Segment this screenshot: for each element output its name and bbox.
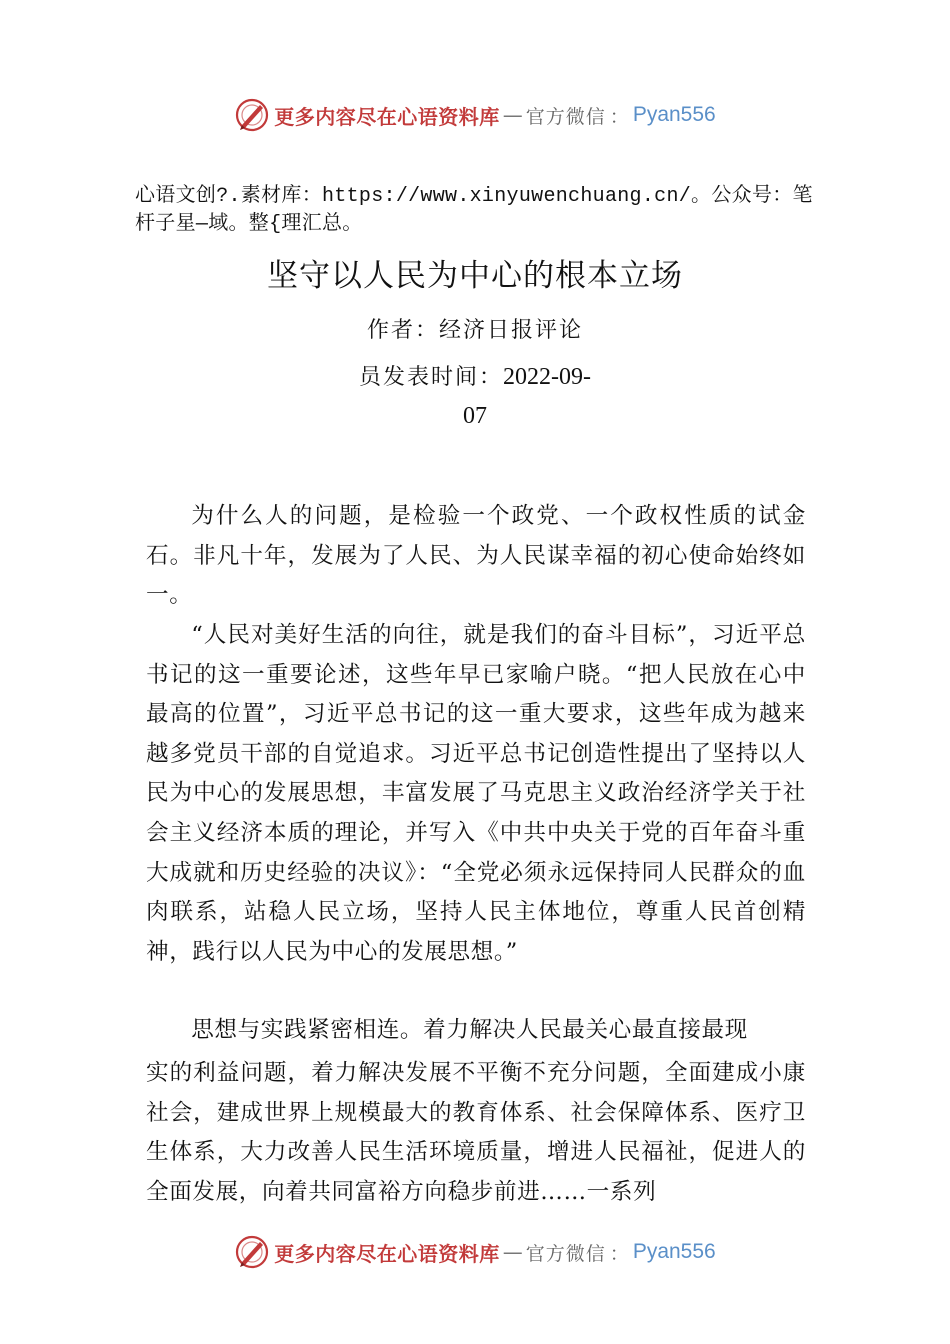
pen-logo-icon [234,97,270,133]
banner-separator: — [502,103,523,127]
banner-wechat-id: Pyan556 [632,1240,716,1263]
article-date-part1: 2022-09- [503,364,591,390]
paragraph-1 [146,497,806,616]
banner-brand-text: 更多内容尽在心语资料库 [274,104,500,129]
paragraph-text: “人民对美好生活的向往，就是我们的奋斗目标”，习近平总书记的这一重要论述，这些年早已家喻户晓。“把人民放在心中最高的位置”，习近平总书记的这一重大要求，这些年成为越来越多党员干部的自觉追求。习近平总书记创造性提出了坚持以人民为中心的发展思想，丰富发展了马克思主义政治经济学关于社会主义经济本质的理论，并写入《中共中央关于党的百年奋斗重大成就和历史经验的决议》：“全党必须永远保持同人民群众的血肉联系，站稳人民立场，坚持人民主体地位，尊重人民首创精神，践行以人民为中心的发展思想。” [146,622,806,965]
banner-brand-text: 更多内容尽在心语资料库 [274,1241,500,1266]
header-banner [0,95,950,135]
paragraph-3-continued [146,1054,806,1212]
article-title: 坚守以人民为中心的根本立场 [267,258,683,294]
article-date-line [0,360,950,391]
source-line: 心语文创?.素材库：https://www.xinyuwenchuang.cn/。公众号：笔杆子星—域。整{理汇总。 [135,185,813,236]
footer-banner [0,1232,950,1272]
paragraph-2 [146,616,806,972]
banner-colon: ： [609,105,629,128]
banner-wechat-label: 官方微信 [525,1242,606,1265]
article-date-part2: 07 [463,403,487,429]
article-date-label: 员发表时间： [359,365,504,390]
paragraph-text: 实的利益问题，着力解决发展不平衡不充分问题，全面建成小康社会，建成世界上规模最大的教育体系、社会保障体系、医疗卫生体系，大力改善人民生活环境质量，增进人民福祉，促进人的全面发展，向着共同富裕方向稳步前进……一系列 [146,1060,806,1205]
pen-logo-icon [234,1234,270,1270]
paragraph-text: 为什么人的问题，是检验一个政党、一个政权性质的试金石。非凡十年，发展为了人民、为人民谋幸福的初心使命始终如一。 [146,503,806,609]
banner-wechat-label: 官方微信 [525,105,606,128]
banner-wechat-id: Pyan556 [632,103,716,126]
paragraph-text: 思想与实践紧密相连。着力解决人民最关心最直接最现 [191,1017,748,1043]
banner-colon: ： [609,1242,629,1265]
banner-separator: — [502,1240,523,1264]
article-author: 作者：经济日报评论 [366,318,583,343]
article-date-line-2 [0,403,950,430]
paragraph-3-first-line [146,1011,806,1051]
